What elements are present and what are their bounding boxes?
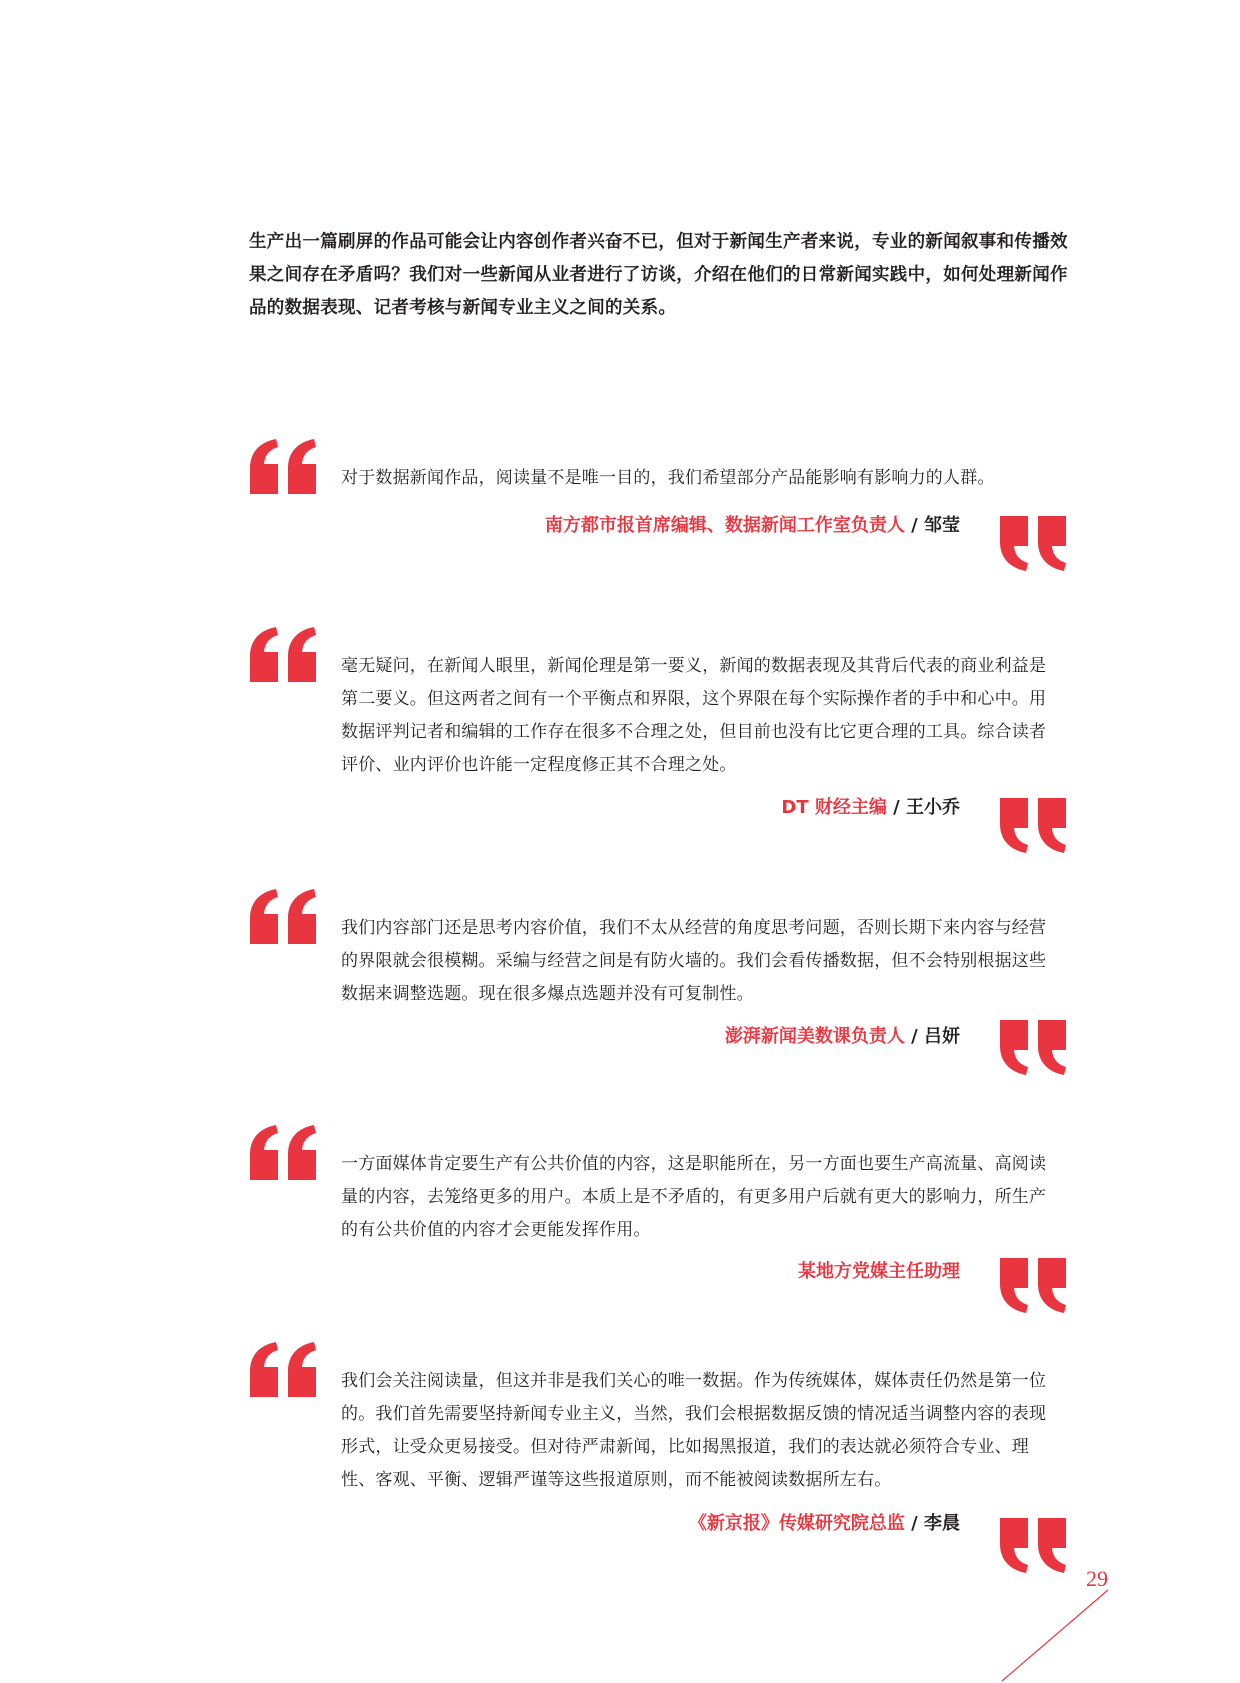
quote-attribution: [798, 1260, 960, 1284]
close-quote-icon: [998, 1258, 1068, 1314]
attribution-title: 南方都市报首席编辑、数据新闻工作室负责人: [544, 515, 905, 536]
attribution-name: 李晨: [924, 1513, 960, 1534]
quote-text: 我们内容部门还是思考内容价值，我们不太从经营的角度思考问题，否则长期下来内容与经营的界限就会很模糊。采编与经营之间是有防火墙的。我们会看传播数据，但不会特别根据这些数据来调整选题。现在很多爆点选题并没有可复制性。: [341, 918, 1047, 1004]
page-number: 29: [1086, 1566, 1108, 1591]
close-quote-icon: [998, 798, 1068, 854]
close-quote-icon: [998, 1518, 1068, 1574]
quote-text: 对于数据新闻作品，阅读量不是唯一目的，我们希望部分产品能影响有影响力的人群。: [341, 468, 995, 488]
attribution-title: DT 财经主编: [781, 797, 887, 818]
corner-decoration-line: [1000, 1588, 1110, 1683]
attribution-title: 某地方党媒主任助理: [798, 1261, 960, 1282]
attribution-title: 《新京报》传媒研究院总监: [688, 1513, 905, 1534]
attribution-title: 澎湃新闻美数课负责人: [724, 1026, 905, 1047]
quote-text: 一方面媒体肯定要生产有公共价值的内容，这是职能所在，另一方面也要生产高流量、高阅读量的内容，去笼络更多的用户。本质上是不矛盾的，有更多用户后就有更大的影响力，所生产的有公共价值的内容才会更能发挥作用。: [341, 1154, 1047, 1240]
open-quote-icon: [248, 1341, 318, 1397]
close-quote-icon: [998, 516, 1068, 572]
attribution-separator: /: [904, 1513, 924, 1534]
quote-attribution: [725, 1025, 960, 1049]
open-quote-icon: [248, 626, 318, 682]
quote-attribution: [689, 1512, 960, 1536]
attribution-name: 邹莹: [924, 515, 960, 536]
open-quote-icon: [248, 888, 318, 944]
attribution-name: 王小乔: [906, 797, 960, 818]
quote-text: 我们会关注阅读量，但这并非是我们关心的唯一数据。作为传统媒体，媒体责任仍然是第一位的。我们首先需要坚持新闻专业主义，当然，我们会根据数据反馈的情况适当调整内容的表现形式，让受众更易接受。但对待严肃新闻，比如揭黑报道，我们的表达就必须符合专业、理性、客观、平衡、逻辑严谨等这些报道原则，而不能被阅读数据所左右。: [341, 1371, 1047, 1490]
quote-attribution: [781, 796, 960, 820]
quote-text: 毫无疑问，在新闻人眼里，新闻伦理是第一要义，新闻的数据表现及其背后代表的商业利益是第二要义。但这两者之间有一个平衡点和界限，这个界限在每个实际操作者的手中和心中。用数据评判记者和编辑的工作存在很多不合理之处，但目前也没有比它更合理的工具。综合读者评价、业内评价也许能一定程度修正其不合理之处。: [341, 656, 1047, 775]
attribution-name: 吕妍: [924, 1026, 960, 1047]
attribution-separator: /: [886, 797, 906, 818]
quote-attribution: [545, 514, 960, 538]
attribution-separator: /: [904, 1026, 924, 1047]
close-quote-icon: [998, 1020, 1068, 1076]
open-quote-icon: [248, 1124, 318, 1180]
open-quote-icon: [248, 438, 318, 494]
intro-paragraph: 生产出一篇刷屏的作品可能会让内容创作者兴奋不已，但对于新闻生产者来说，专业的新闻叙事和传播效果之间存在矛盾吗？我们对一些新闻从业者进行了访谈，介绍在他们的日常新闻实践中，如何处理新闻作品的数据表现、记者考核与新闻专业主义之间的关系。: [249, 232, 1068, 318]
attribution-separator: /: [904, 515, 924, 536]
